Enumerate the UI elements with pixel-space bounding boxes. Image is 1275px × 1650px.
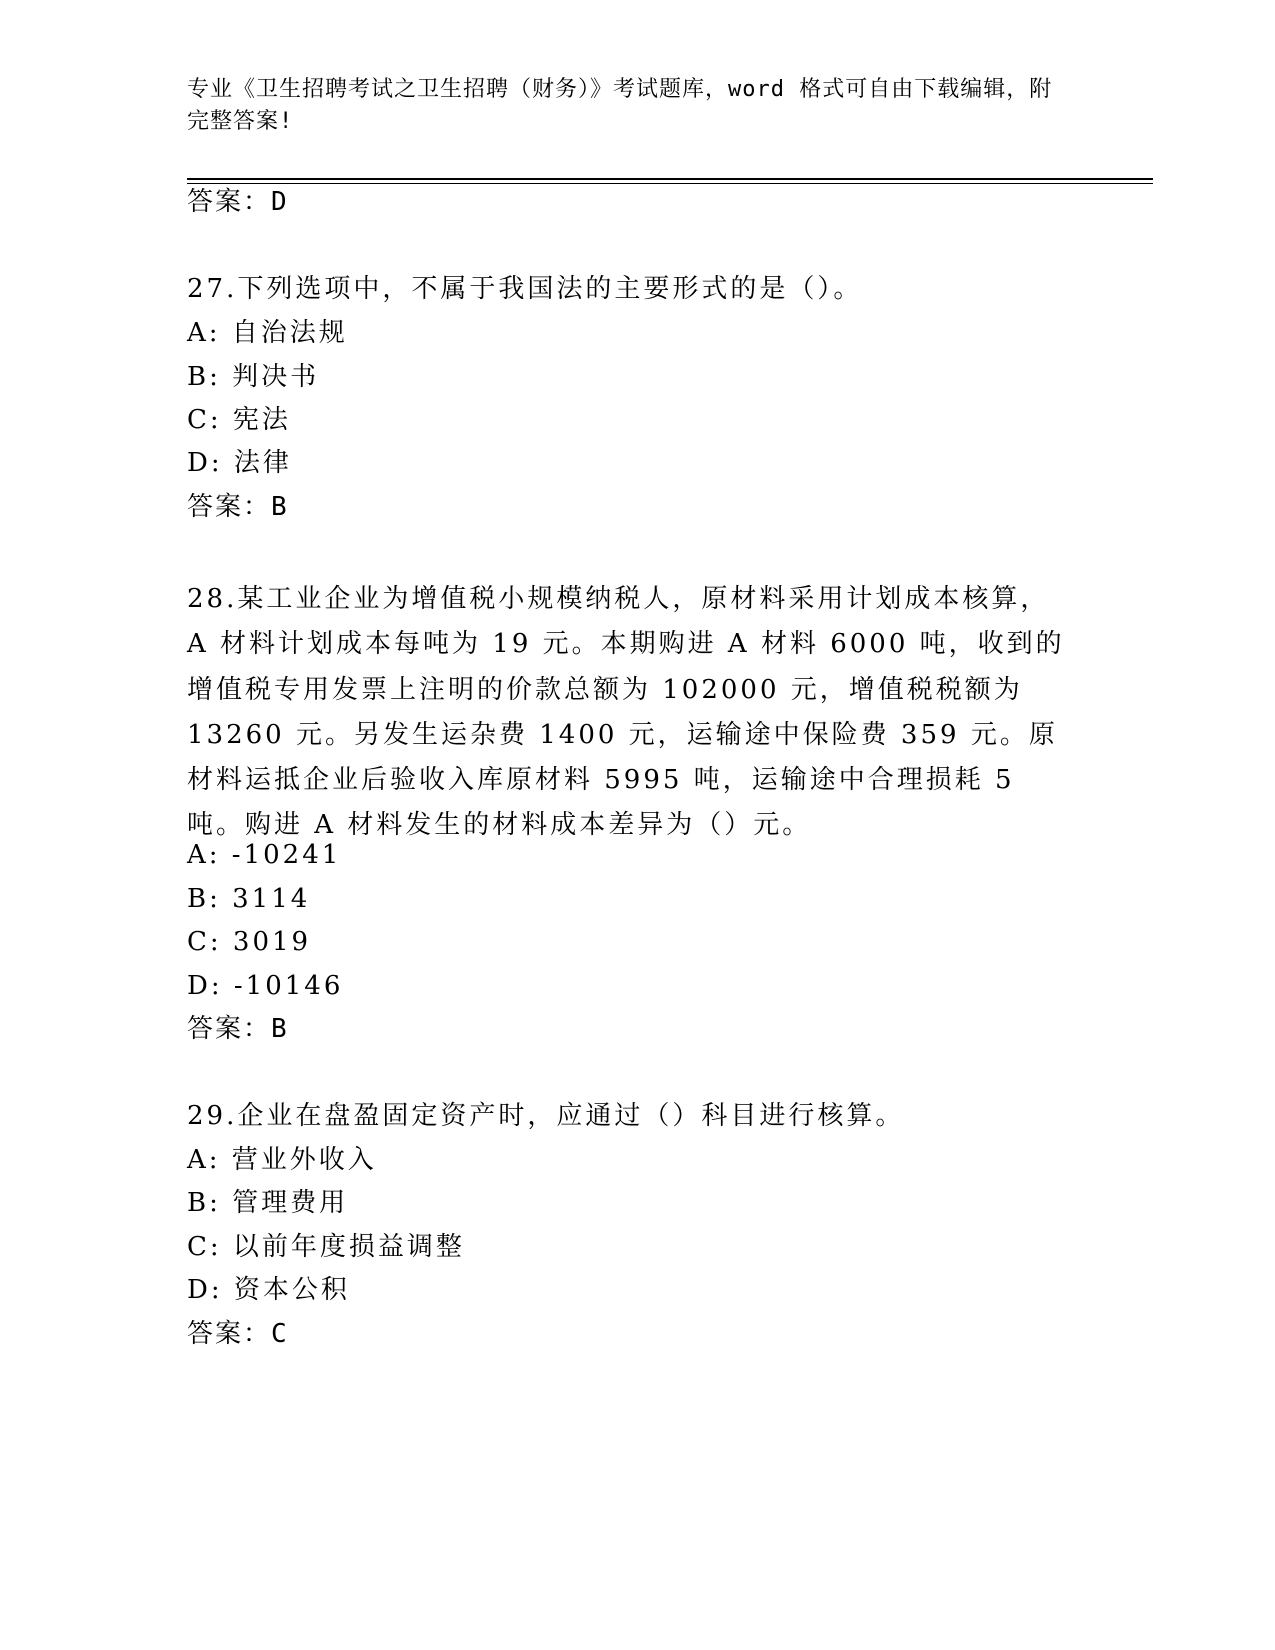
header-divider-thick bbox=[187, 178, 1153, 180]
question-29-option-a: A: 营业外收入 bbox=[187, 1145, 377, 1175]
header-divider-thin bbox=[187, 183, 1153, 184]
question-28-option-d: D: -10146 bbox=[187, 971, 344, 1001]
question-29-option-b: B: 管理费用 bbox=[187, 1188, 349, 1218]
question-27-stem: 27.下列选项中，不属于我国法的主要形式的是（）。 bbox=[187, 274, 863, 304]
question-28-stem: 28.某工业企业为增值税小规模纳税人，原材料采用计划成本核算，A 材料计划成本每吨为 19 元。本期购进 A 材料 6000 吨，收到的增值税专用发票上注明的价款总额为 102000 元，增值税税额为 13260 元。另发生运杂费 1400 元，运输途中保险费 359 元。原材料运抵企业后验收入库原材料 5995 吨，运输途中合理损耗 5 吨。购进 A 材料发生的材料成本差异为（）元。 bbox=[187, 584, 1065, 841]
question-29-stem: 29.企业在盘盈固定资产时，应通过（）科目进行核算。 bbox=[187, 1101, 905, 1131]
question-29-answer: 答案：C bbox=[187, 1319, 289, 1349]
question-28-option-b: B: 3114 bbox=[187, 884, 311, 914]
question-28-answer: 答案：B bbox=[187, 1014, 289, 1044]
question-28-option-c: C: 3019 bbox=[187, 927, 312, 957]
question-27-option-d: D: 法律 bbox=[187, 448, 292, 478]
question-29-option-c: C: 以前年度损益调整 bbox=[187, 1232, 465, 1262]
question-27-option-b: B: 判决书 bbox=[187, 362, 320, 392]
question-27-option-c: C: 宪法 bbox=[187, 405, 291, 435]
document-header: 专业《卫生招聘考试之卫生招聘（财务）》考试题库，word 格式可自由下载编辑，附完整答案! bbox=[187, 77, 1053, 134]
previous-answer: 答案：D bbox=[187, 187, 289, 217]
question-28-option-a: A: -10241 bbox=[187, 840, 342, 870]
question-27-answer: 答案：B bbox=[187, 492, 289, 522]
question-27-option-a: A: 自治法规 bbox=[187, 318, 348, 348]
question-29-option-d: D: 资本公积 bbox=[187, 1275, 350, 1305]
